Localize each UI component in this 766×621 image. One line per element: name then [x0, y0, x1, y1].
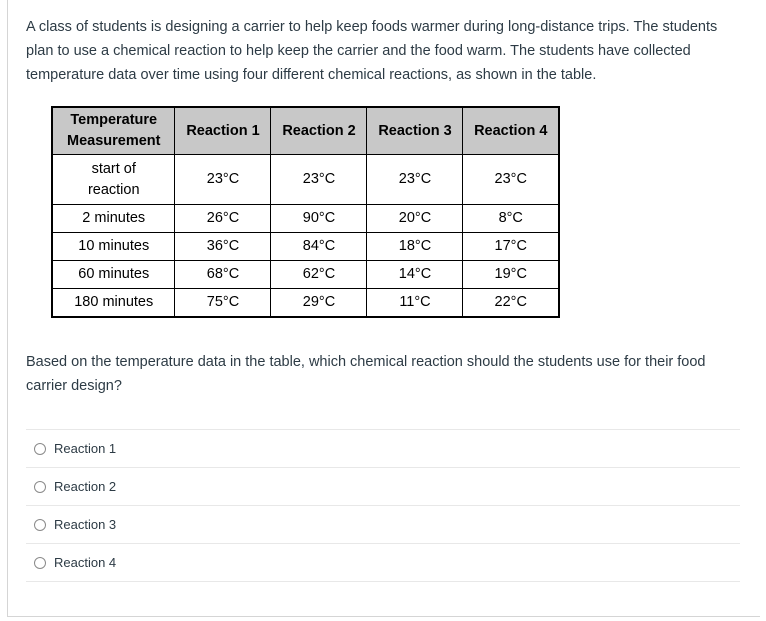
row-label: 2 minutes: [52, 205, 175, 233]
table-cell: 23°C: [463, 155, 559, 205]
answer-option-reaction-1[interactable]: [26, 429, 740, 467]
radio-button-reaction-2[interactable]: [34, 481, 46, 493]
table-cell: 36°C: [175, 233, 271, 261]
answer-option-label: Reaction 1: [54, 441, 117, 457]
answer-options-list: [26, 429, 740, 582]
table-cell: 20°C: [367, 205, 463, 233]
answer-option-reaction-2[interactable]: [26, 467, 740, 505]
table-header-temperature-measurement: Temperature Measurement: [52, 107, 175, 155]
question-content: [8, 0, 760, 582]
table-header-reaction-3: Reaction 3: [367, 107, 463, 155]
table-cell: 84°C: [271, 233, 367, 261]
table-cell: 90°C: [271, 205, 367, 233]
table-cell: 11°C: [367, 289, 463, 317]
table-row-180-minutes: [52, 289, 559, 317]
table-row-2-minutes: [52, 205, 559, 233]
answer-option-label: Reaction 2: [54, 479, 117, 495]
question-intro-text: A class of students is designing a carrier to help keep foods warmer during long-distance trips. The students plan to use a chemical reaction to help keep the carrier and the food warm. The students have collected temperature data over time using four different chemical reactions, as shown in the table.: [26, 19, 718, 83]
row-label: 180 minutes: [52, 289, 175, 317]
table-row-start-of-reaction: [52, 155, 559, 205]
temperature-data-table: [51, 106, 560, 318]
table-cell: 23°C: [367, 155, 463, 205]
table-cell: 23°C: [175, 155, 271, 205]
table-row-10-minutes: [52, 233, 559, 261]
radio-button-reaction-1[interactable]: [34, 443, 46, 455]
row-label: 10 minutes: [52, 233, 175, 261]
table-cell: 75°C: [175, 289, 271, 317]
table-cell: 22°C: [463, 289, 559, 317]
radio-button-reaction-3[interactable]: [34, 519, 46, 531]
answer-option-reaction-4[interactable]: [26, 543, 740, 581]
table-cell: 23°C: [271, 155, 367, 205]
table-header-reaction-1: Reaction 1: [175, 107, 271, 155]
table-header-row: [52, 107, 559, 155]
table-cell: 26°C: [175, 205, 271, 233]
answer-option-label: Reaction 4: [54, 555, 117, 571]
table-cell: 14°C: [367, 261, 463, 289]
table-header-reaction-2: Reaction 2: [271, 107, 367, 155]
table-row-60-minutes: [52, 261, 559, 289]
table-cell: 8°C: [463, 205, 559, 233]
table-header-reaction-4: Reaction 4: [463, 107, 559, 155]
row-label: start of reaction: [52, 155, 175, 205]
table-cell: 18°C: [367, 233, 463, 261]
table-cell: 19°C: [463, 261, 559, 289]
radio-button-reaction-4[interactable]: [34, 557, 46, 569]
table-cell: 68°C: [175, 261, 271, 289]
table-cell: 17°C: [463, 233, 559, 261]
answer-option-reaction-3[interactable]: [26, 505, 740, 543]
row-label: 60 minutes: [52, 261, 175, 289]
answer-option-label: Reaction 3: [54, 517, 117, 533]
table-cell: 62°C: [271, 261, 367, 289]
quiz-question-panel: [7, 0, 760, 617]
table-cell: 29°C: [271, 289, 367, 317]
question-prompt-text: Based on the temperature data in the table, which chemical reaction should the students use for their food carrier design?: [26, 353, 706, 394]
